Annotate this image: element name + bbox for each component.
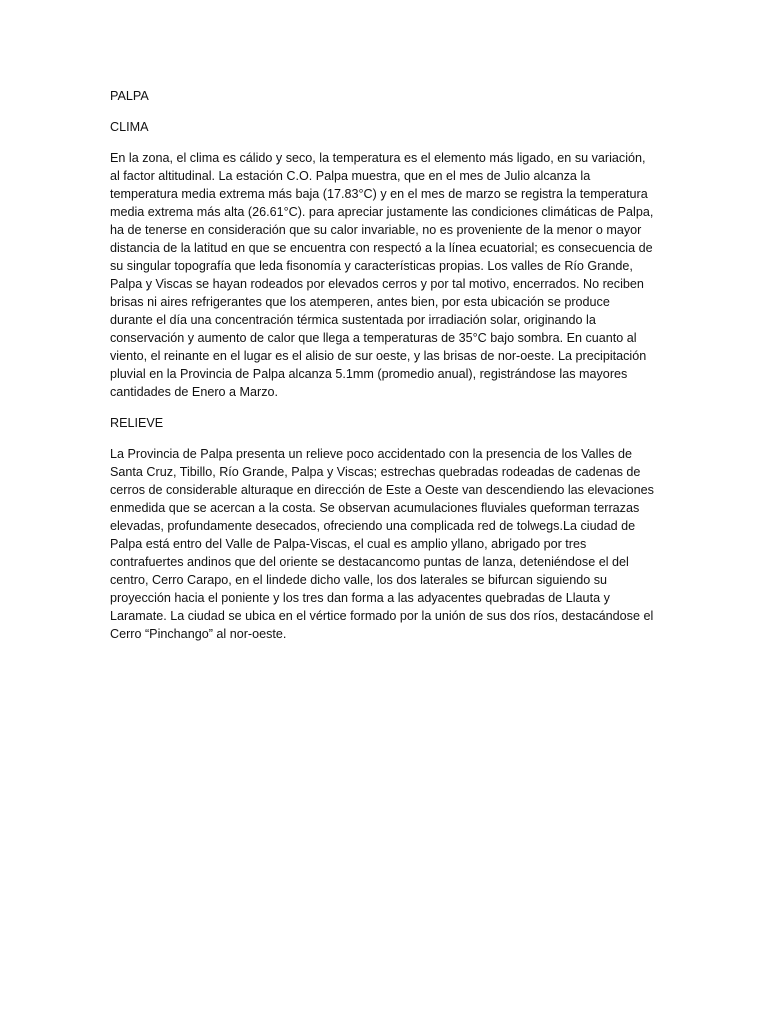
document-body bbox=[110, 87, 655, 656]
section-heading-clima: CLIMA bbox=[110, 120, 149, 134]
section-paragraph-relieve: La Provincia de Palpa presenta un relieve poco accidentado con la presencia de los Valles de Santa Cruz, Tibillo, Río Grande, Palpa y Viscas; estrechas quebradas rodeadas de cadenas de cerros de considerable alturaque en dirección de Este a Oeste van descendiendo las elevaciones enmedida que se acercan a la costa. Se observan acumulaciones fluviales queforman terrazas elevadas, profundamente desecados, ofreciendo una complicada red de tolwegs.La ciudad de Palpa está entro del Valle de Palpa-Viscas, el cual es amplio yllano, abrigado por tres contrafuertes andinos que del oriente se destacancomo puntas de lanza, deteniéndose el del centro, Cerro Carapo, en el lindede dicho valle, los dos laterales se bifurcan siguiendo su proyección hacia el poniente y los tres dan forma a las adyacentes quebradas de Llauta y Laramate. La ciudad se ubica en el vértice formado por la unión de sus dos ríos, destacándose el Cerro “Pinchango” al nor-oeste. bbox=[110, 447, 654, 641]
document-title: PALPA bbox=[110, 89, 149, 103]
section-paragraph-clima: En la zona, el clima es cálido y seco, la temperatura es el elemento más ligado, en su variación, al factor altitudinal. La estación C.O. Palpa muestra, que en el mes de Julio alcanza la temperatura media extrema más baja (17.83°C) y en el mes de marzo se registra la temperatura media extrema más alta (26.61°C). para apreciar justamente las condiciones climáticas de Palpa, ha de tenerse en consideración que su calor invariable, no es proveniente de la menor o mayor distancia de la latitud en que se encuentra con respectó a la línea ecuatorial; es consecuencia de su singular topografía que leda fisonomía y características propias. Los valles de Río Grande, Palpa y Viscas se hayan rodeados por elevados cerros y por tal motivo, encerrados. No reciben brisas ni aires refrigerantes que los atemperen, antes bien, por esta ubicación se produce durante el día una concentración térmica sustentada por irradiación solar, originando la conservación y aumento de calor que llega a temperaturas de 35°C bajo sombra. En cuanto al viento, el reinante en el lugar es el alisio de sur oeste, y las brisas de nor-oeste. La precipitación pluvial en la Provincia de Palpa alcanza 5.1mm (promedio anual), registrándose las mayores cantidades de Enero a Marzo. bbox=[110, 151, 654, 399]
section-heading-relieve: RELIEVE bbox=[110, 416, 164, 430]
